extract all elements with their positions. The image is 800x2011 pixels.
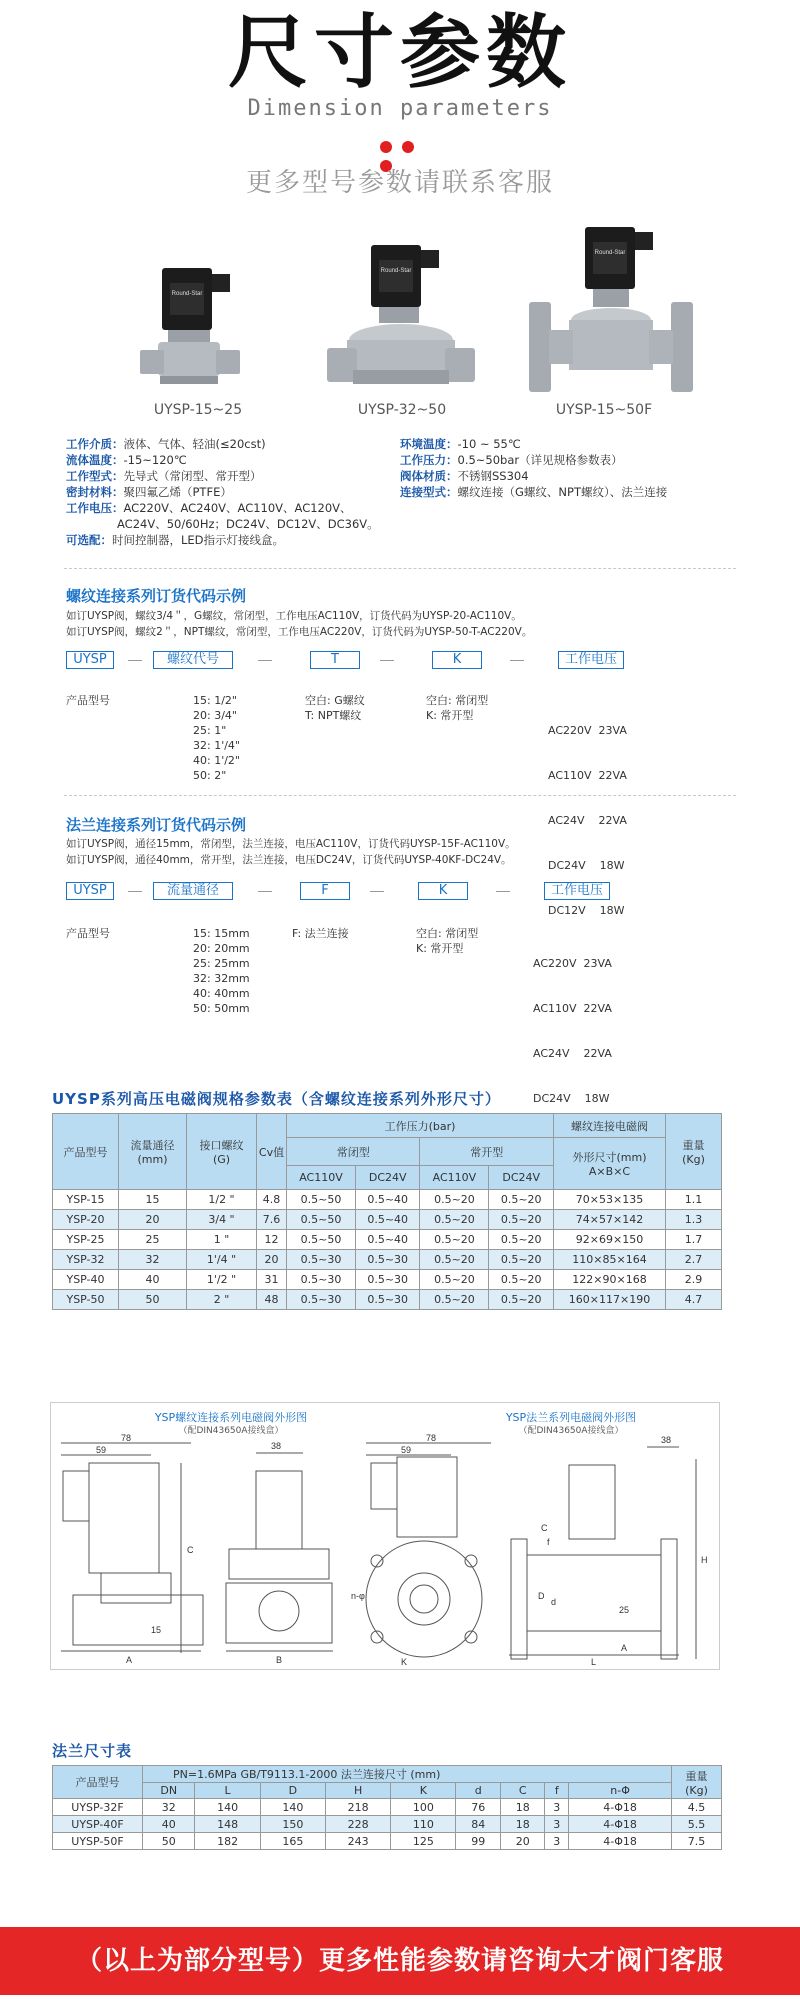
thread-type-item: 空白: G螺纹 bbox=[305, 694, 365, 707]
table-cell: YSP-50 bbox=[53, 1290, 119, 1310]
table-cell: 0.5~40 bbox=[355, 1190, 420, 1210]
col-header-ac: AC110V bbox=[420, 1166, 489, 1190]
table-cell: 125 bbox=[391, 1833, 456, 1850]
spec-value: -15~120℃ bbox=[123, 453, 187, 467]
spec-value: 螺纹连接（G螺纹、NPT螺纹）、法兰连接 bbox=[457, 485, 668, 499]
lbl-D: D bbox=[538, 1591, 545, 1601]
table-cell: 0.5~20 bbox=[420, 1230, 489, 1250]
lbl-d: d bbox=[551, 1597, 557, 1607]
lbl-nphi: n-φ bbox=[351, 1591, 365, 1601]
spec-list-right bbox=[400, 436, 740, 500]
table-cell: 1 " bbox=[187, 1230, 257, 1250]
col-header-port: 接口螺纹 (G) bbox=[187, 1114, 257, 1190]
table-cell: 4-Φ18 bbox=[569, 1833, 672, 1850]
valve-type-list bbox=[416, 926, 478, 956]
table-cell: 18 bbox=[500, 1799, 544, 1816]
table-cell: 4-Φ18 bbox=[569, 1816, 672, 1833]
code-dash bbox=[496, 891, 510, 892]
table-cell: 1'/2 " bbox=[187, 1270, 257, 1290]
note-line: 如订UYSP阀，螺纹2＂，NPT螺纹，常闭型，工作电压AC220V，订货代码为UYSP-50-T-AC220V。 bbox=[66, 626, 533, 638]
table-cell: 5.5 bbox=[672, 1816, 722, 1833]
col-header: K bbox=[391, 1783, 456, 1799]
table-cell: 74×57×142 bbox=[554, 1210, 666, 1230]
dim-59: 59 bbox=[401, 1445, 412, 1455]
table-cell: 2.9 bbox=[666, 1270, 722, 1290]
table-cell: 0.5~30 bbox=[287, 1270, 356, 1290]
svg-text:Round-Star: Round-Star bbox=[594, 250, 626, 256]
table-cell: 4.5 bbox=[672, 1799, 722, 1816]
spec-value: 不锈钢SS304 bbox=[457, 469, 529, 483]
table-cell: 4-Φ18 bbox=[569, 1799, 672, 1816]
flange-note bbox=[66, 836, 516, 868]
spec-key: 工作电压： bbox=[66, 501, 124, 515]
valve-type-item: K: 常开型 bbox=[416, 942, 464, 955]
lbl-B: B bbox=[276, 1655, 283, 1665]
valve-type-item: K: 常开型 bbox=[426, 709, 474, 722]
table-cell: 70×53×135 bbox=[554, 1190, 666, 1210]
spec-table-body bbox=[53, 1190, 722, 1310]
table-cell: 76 bbox=[456, 1799, 500, 1816]
col-header-pressure: 工作压力(bar) bbox=[287, 1114, 554, 1138]
table-cell: 3 bbox=[545, 1833, 569, 1850]
size-item: 32: 1'/4" bbox=[193, 739, 240, 752]
table-cell: 0.5~30 bbox=[287, 1250, 356, 1270]
table-cell: 228 bbox=[325, 1816, 390, 1833]
col-header: H bbox=[325, 1783, 390, 1799]
col-header-weight: 重量 (Kg) bbox=[666, 1114, 722, 1190]
code-box-k: K bbox=[418, 882, 468, 900]
dim-38: 38 bbox=[271, 1441, 282, 1451]
table-cell: 0.5~20 bbox=[489, 1210, 554, 1230]
table-cell: 31 bbox=[257, 1270, 287, 1290]
flange-drawing-subtitle: （配DIN43650A接线盒） bbox=[518, 1426, 624, 1436]
thread-section-title: 螺纹连接系列订货代码示例 bbox=[66, 587, 247, 605]
table-cell: 92×69×150 bbox=[554, 1230, 666, 1250]
table-cell: 0.5~40 bbox=[355, 1230, 420, 1250]
table-cell: 20 bbox=[257, 1250, 287, 1270]
product-model-label: 产品型号 bbox=[66, 927, 110, 940]
table-cell: 0.5~30 bbox=[287, 1290, 356, 1310]
table-cell: 40 bbox=[143, 1816, 195, 1833]
table-cell: 182 bbox=[195, 1833, 260, 1850]
table-cell: 7.6 bbox=[257, 1210, 287, 1230]
thread-drawing-subtitle: （配DIN43650A接线盒） bbox=[178, 1426, 284, 1436]
table-cell: 1.1 bbox=[666, 1190, 722, 1210]
size-item: 15: 1/2" bbox=[193, 694, 237, 707]
valve-type-item: 空白: 常闭型 bbox=[426, 694, 489, 707]
table-cell: 0.5~50 bbox=[287, 1210, 356, 1230]
table-cell: 50 bbox=[119, 1290, 187, 1310]
col-header: DN bbox=[143, 1783, 195, 1799]
lbl-C: C bbox=[541, 1523, 548, 1533]
table-cell: 25 bbox=[119, 1230, 187, 1250]
page-title: 尺寸参数 bbox=[228, 6, 572, 99]
table-cell: 3/4 " bbox=[187, 1210, 257, 1230]
table-row bbox=[53, 1190, 722, 1210]
voltage-item: DC24V 18W bbox=[533, 1092, 610, 1105]
table-cell: 3 bbox=[545, 1799, 569, 1816]
code-box-voltage: 工作电压 bbox=[544, 882, 610, 900]
col-header-dc: DC24V bbox=[355, 1166, 420, 1190]
table-cell: 40 bbox=[119, 1270, 187, 1290]
spec-key: 密封材料： bbox=[66, 485, 124, 499]
table-cell: 4.7 bbox=[666, 1290, 722, 1310]
table-cell: 0.5~20 bbox=[420, 1210, 489, 1230]
dim-78: 78 bbox=[121, 1433, 132, 1443]
table-cell: 0.5~20 bbox=[420, 1250, 489, 1270]
table-row bbox=[53, 1230, 722, 1250]
spec-value: 聚四氟乙烯（PTFE） bbox=[123, 485, 232, 499]
flange-type-list bbox=[292, 926, 349, 941]
table-cell: UYSP-40F bbox=[53, 1816, 143, 1833]
table-cell: 20 bbox=[500, 1833, 544, 1850]
col-header-no: 常开型 bbox=[420, 1138, 554, 1166]
table-cell: 1.7 bbox=[666, 1230, 722, 1250]
spec-key: 流体温度： bbox=[66, 453, 124, 467]
size-item: 40: 40mm bbox=[193, 987, 250, 1000]
col-header-nc: 常闭型 bbox=[287, 1138, 420, 1166]
flange-table-title: 法兰尺寸表 bbox=[52, 1742, 133, 1760]
lbl-A: A bbox=[621, 1643, 628, 1653]
table-cell: 243 bbox=[325, 1833, 390, 1850]
code-box-k: K bbox=[432, 651, 482, 669]
code-dash bbox=[380, 660, 394, 661]
col-header-cv: Cv值 bbox=[257, 1114, 287, 1190]
spec-list-left bbox=[66, 436, 406, 548]
table-cell: 2.7 bbox=[666, 1250, 722, 1270]
col-header-standard: PN=1.6MPa GB/T9113.1-2000 法兰连接尺寸 (mm) bbox=[143, 1766, 672, 1783]
col-header: f bbox=[545, 1783, 569, 1799]
code-dash bbox=[258, 660, 272, 661]
code-box-voltage: 工作电压 bbox=[558, 651, 624, 669]
col-header: d bbox=[456, 1783, 500, 1799]
size-item: 20: 3/4" bbox=[193, 709, 237, 722]
table-cell: 12 bbox=[257, 1230, 287, 1250]
flange-type-item: F: 法兰连接 bbox=[292, 927, 349, 940]
table-cell: 7.5 bbox=[672, 1833, 722, 1850]
valve-type-list bbox=[426, 693, 488, 723]
spec-value: -10 ~ 55℃ bbox=[457, 437, 521, 451]
table-cell: 148 bbox=[195, 1816, 260, 1833]
dim-78: 78 bbox=[426, 1433, 437, 1443]
flange-drawing-title: YSP法兰系列电磁阀外形图 bbox=[505, 1411, 637, 1424]
note-line: 如订UYSP阀，螺纹3/4＂，G螺纹，常闭型，工作电压AC110V，订货代码为UYSP-20-AC110V。 bbox=[66, 610, 522, 622]
spec-key: 连接型式： bbox=[400, 485, 458, 499]
spec-value: AC220V、AC240V、AC110V、AC120V、 bbox=[123, 501, 352, 515]
voltage-item: DC12V 18W bbox=[548, 904, 625, 917]
size-item: 25: 1" bbox=[193, 724, 227, 737]
code-dash bbox=[510, 660, 524, 661]
code-box-bore: 流量通径 bbox=[153, 882, 233, 900]
table-row bbox=[53, 1250, 722, 1270]
spec-key: 可选配： bbox=[66, 533, 112, 547]
lbl-f: f bbox=[547, 1537, 550, 1547]
spec-value: 液体、气体、轻油(≤20cst) bbox=[123, 437, 266, 451]
table-cell: 0.5~20 bbox=[489, 1230, 554, 1250]
thread-size-list bbox=[193, 693, 240, 783]
voltage-item: AC110V 22VA bbox=[548, 769, 627, 782]
note-line: 如订UYSP阀，通径15mm，常闭型，法兰连接，电压AC110V，订货代码UYSP-15F-AC110V。 bbox=[66, 838, 516, 850]
table-cell: 165 bbox=[260, 1833, 325, 1850]
table-cell: 32 bbox=[119, 1250, 187, 1270]
decorative-dots bbox=[380, 138, 440, 152]
flange-table bbox=[52, 1765, 722, 1850]
voltage-item: AC220V 23VA bbox=[533, 957, 612, 970]
code-dash bbox=[128, 891, 142, 892]
table-row bbox=[53, 1816, 722, 1833]
size-item: 50: 50mm bbox=[193, 1002, 250, 1015]
flange-table-body bbox=[53, 1799, 722, 1850]
col-header-flow: 流量通径 (mm) bbox=[119, 1114, 187, 1190]
table-cell: YSP-25 bbox=[53, 1230, 119, 1250]
table-cell: 1'/4 " bbox=[187, 1250, 257, 1270]
thread-note bbox=[66, 608, 532, 640]
note-line: 如订UYSP阀，通径40mm，常开型，法兰连接，电压DC24V，订货代码UYSP-40KF-DC24V。 bbox=[66, 854, 512, 866]
table-cell: 100 bbox=[391, 1799, 456, 1816]
table-cell: 0.5~50 bbox=[287, 1190, 356, 1210]
spec-table bbox=[52, 1113, 722, 1310]
table-cell: 0.5~20 bbox=[489, 1250, 554, 1270]
col-header: L bbox=[195, 1783, 260, 1799]
table-cell: 32 bbox=[143, 1799, 195, 1816]
table-cell: UYSP-50F bbox=[53, 1833, 143, 1850]
spec-key: 阀体材质： bbox=[400, 469, 458, 483]
col-header: C bbox=[500, 1783, 544, 1799]
lbl-C: C bbox=[187, 1545, 194, 1555]
footer-banner: （以上为部分型号）更多性能参数请咨询大才阀门客服 bbox=[0, 1927, 800, 1995]
thread-type-list bbox=[305, 693, 365, 723]
table-cell: 50 bbox=[143, 1833, 195, 1850]
table-cell: 1.3 bbox=[666, 1210, 722, 1230]
valve-image-flange bbox=[525, 222, 695, 402]
col-header-thread: 螺纹连接电磁阀 bbox=[554, 1114, 666, 1138]
table-cell: 0.5~40 bbox=[355, 1210, 420, 1230]
svg-text:Round-Star: Round-Star bbox=[380, 268, 412, 274]
code-box-uysp: UYSP bbox=[66, 882, 114, 900]
dim-15: 15 bbox=[151, 1625, 162, 1635]
table-cell: 0.5~20 bbox=[420, 1290, 489, 1310]
spec-key: 工作压力： bbox=[400, 453, 458, 467]
svg-text:Round-Star: Round-Star bbox=[171, 291, 203, 297]
voltage-item: AC24V 22VA bbox=[548, 814, 627, 827]
table-cell: 15 bbox=[119, 1190, 187, 1210]
table-cell: 99 bbox=[456, 1833, 500, 1850]
table-cell: 0.5~20 bbox=[489, 1290, 554, 1310]
table-cell: 1/2 " bbox=[187, 1190, 257, 1210]
page-title-en: Dimension parameters bbox=[247, 96, 553, 121]
valve-type-item: 空白: 常闭型 bbox=[416, 927, 479, 940]
table-cell: 48 bbox=[257, 1290, 287, 1310]
lbl-K: K bbox=[401, 1657, 408, 1667]
section-divider bbox=[64, 795, 736, 796]
size-item: 40: 1'/2" bbox=[193, 754, 240, 767]
dim-38: 38 bbox=[661, 1435, 672, 1445]
size-item: 50: 2" bbox=[193, 769, 227, 782]
col-header: D bbox=[260, 1783, 325, 1799]
table-row bbox=[53, 1799, 722, 1816]
col-header: n-Φ bbox=[569, 1783, 672, 1799]
dim-25: 25 bbox=[619, 1605, 630, 1615]
code-box-f: F bbox=[300, 882, 350, 900]
table-cell: YSP-15 bbox=[53, 1190, 119, 1210]
spec-value: 先导式（常闭型、常开型） bbox=[123, 469, 262, 483]
col-header-ac: AC110V bbox=[287, 1166, 356, 1190]
code-dash bbox=[128, 660, 142, 661]
spec-value: 时间控制器，LED指示灯接线盒。 bbox=[112, 533, 285, 547]
code-box-thread: 螺纹代号 bbox=[153, 651, 233, 669]
table-cell: 20 bbox=[119, 1210, 187, 1230]
spec-table-title: UYSP系列高压电磁阀规格参数表（含螺纹连接系列外形尺寸） bbox=[52, 1090, 501, 1108]
dim-59: 59 bbox=[96, 1445, 107, 1455]
col-header-dc: DC24V bbox=[489, 1166, 554, 1190]
drawing-canvas bbox=[51, 1403, 721, 1671]
col-header-model: 产品型号 bbox=[53, 1114, 119, 1190]
table-cell: 110×85×164 bbox=[554, 1250, 666, 1270]
table-row bbox=[53, 1270, 722, 1290]
flange-section-title: 法兰连接系列订货代码示例 bbox=[66, 816, 247, 834]
voltage-item: AC220V 23VA bbox=[548, 724, 627, 737]
bore-size-list bbox=[193, 926, 250, 1016]
table-cell: 18 bbox=[500, 1816, 544, 1833]
voltage-item: AC24V 22VA bbox=[533, 1047, 612, 1060]
spec-key: 工作型式： bbox=[66, 469, 124, 483]
lbl-L: L bbox=[591, 1657, 597, 1667]
table-cell: 150 bbox=[260, 1816, 325, 1833]
spec-value: AC24V、50/60Hz；DC24V、DC12V、DC36V。 bbox=[117, 517, 379, 531]
table-cell: YSP-40 bbox=[53, 1270, 119, 1290]
page-subtitle: 更多型号参数请联系客服 bbox=[245, 168, 554, 198]
table-row bbox=[53, 1290, 722, 1310]
table-cell: 218 bbox=[325, 1799, 390, 1816]
model-label-1: UYSP-15~25 bbox=[153, 402, 243, 418]
table-cell: 0.5~30 bbox=[355, 1290, 420, 1310]
table-cell: 140 bbox=[195, 1799, 260, 1816]
code-dash bbox=[258, 891, 272, 892]
table-cell: 0.5~50 bbox=[287, 1230, 356, 1250]
table-cell: 0.5~20 bbox=[420, 1190, 489, 1210]
table-cell: 0.5~20 bbox=[489, 1190, 554, 1210]
outline-drawings bbox=[50, 1402, 720, 1670]
model-label-3: UYSP-15~50F bbox=[555, 402, 653, 418]
model-label-2: UYSP-32~50 bbox=[357, 402, 447, 418]
size-item: 15: 15mm bbox=[193, 927, 250, 940]
table-cell: 0.5~30 bbox=[355, 1270, 420, 1290]
table-cell: 122×90×168 bbox=[554, 1270, 666, 1290]
table-cell: 110 bbox=[391, 1816, 456, 1833]
spec-key: 环境温度： bbox=[400, 437, 458, 451]
table-cell: 3 bbox=[545, 1816, 569, 1833]
col-header-dim: 外形尺寸(mm) A×B×C bbox=[554, 1138, 666, 1190]
table-cell: 0.5~20 bbox=[489, 1270, 554, 1290]
code-box-t: T bbox=[310, 651, 360, 669]
table-cell: 84 bbox=[456, 1816, 500, 1833]
table-cell: 0.5~20 bbox=[420, 1270, 489, 1290]
thread-type-item: T: NPT螺纹 bbox=[305, 709, 362, 722]
code-box-uysp: UYSP bbox=[66, 651, 114, 669]
table-cell: 4.8 bbox=[257, 1190, 287, 1210]
table-cell: 2 " bbox=[187, 1290, 257, 1310]
valve-image-medium bbox=[323, 240, 483, 400]
lbl-H: H bbox=[701, 1555, 708, 1565]
table-cell: 0.5~30 bbox=[355, 1250, 420, 1270]
lbl-A: A bbox=[126, 1655, 133, 1665]
size-item: 25: 25mm bbox=[193, 957, 250, 970]
size-item: 32: 32mm bbox=[193, 972, 250, 985]
size-item: 20: 20mm bbox=[193, 942, 250, 955]
voltage-item: DC24V 18W bbox=[548, 859, 625, 872]
table-cell: 140 bbox=[260, 1799, 325, 1816]
valve-image-small bbox=[130, 258, 260, 398]
code-dash bbox=[370, 891, 384, 892]
table-cell: YSP-32 bbox=[53, 1250, 119, 1270]
product-model-label: 产品型号 bbox=[66, 694, 110, 707]
table-cell: 160×117×190 bbox=[554, 1290, 666, 1310]
table-row bbox=[53, 1833, 722, 1850]
table-row bbox=[53, 1210, 722, 1230]
section-divider bbox=[64, 568, 736, 569]
col-header-weight: 重量 (Kg) bbox=[672, 1766, 722, 1799]
thread-drawing-title: YSP螺纹连接系列电磁阀外形图 bbox=[154, 1411, 308, 1424]
table-cell: UYSP-32F bbox=[53, 1799, 143, 1816]
table-cell: YSP-20 bbox=[53, 1210, 119, 1230]
spec-key: 工作介质： bbox=[66, 437, 124, 451]
voltage-item: AC110V 22VA bbox=[533, 1002, 612, 1015]
spec-value: 0.5~50bar（详见规格参数表） bbox=[457, 453, 623, 467]
flange-table-header bbox=[53, 1783, 722, 1799]
col-header-model: 产品型号 bbox=[53, 1766, 143, 1799]
